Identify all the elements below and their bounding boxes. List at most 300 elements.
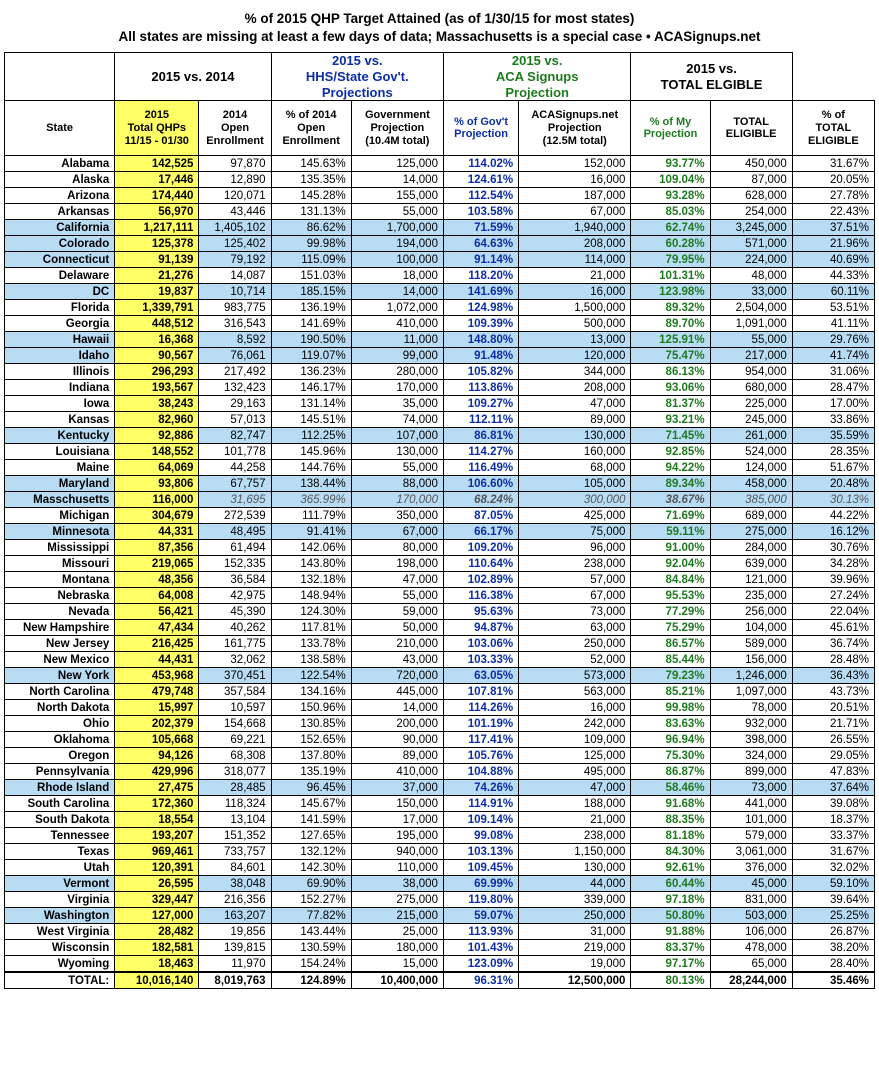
cell-state: Rhode Island	[5, 780, 115, 796]
cell-pct-gov-projection: 124.98%	[443, 300, 518, 316]
cell-pct-gov-projection: 63.05%	[443, 668, 518, 684]
cell-total-eligible: 680,000	[710, 380, 792, 396]
cell-state: Wyoming	[5, 956, 115, 973]
cell-pct-my-projection: 75.29%	[631, 620, 710, 636]
cell-acasignups-projection: 16,000	[519, 284, 631, 300]
cell-state: Virginia	[5, 892, 115, 908]
cell-2014-open-enrollment: 120,071	[199, 188, 271, 204]
cell-total-eligible: 1,246,000	[710, 668, 792, 684]
cell-acasignups-projection: 1,500,000	[519, 300, 631, 316]
cell-pct-my-projection: 59.11%	[631, 524, 710, 540]
table-row	[5, 700, 875, 716]
cell-pct-total-eligible: 22.04%	[792, 604, 874, 620]
cell-pct-total-eligible: 25.25%	[792, 908, 874, 924]
cell-total-eligible: 78,000	[710, 700, 792, 716]
table-row	[5, 828, 875, 844]
table-body	[5, 156, 875, 989]
cell-state: North Dakota	[5, 700, 115, 716]
cell-2015-qhp: 64,008	[115, 588, 199, 604]
col-acasignups-projection: ACASignups.net Projection (12.5M total)	[519, 101, 631, 156]
cell-2014-open-enrollment: 217,492	[199, 364, 271, 380]
cell-gov-projection: 55,000	[351, 460, 443, 476]
cell-gov-projection: 280,000	[351, 364, 443, 380]
cell-pct-gov-projection: 109.14%	[443, 812, 518, 828]
cell-pct-2014: 141.59%	[271, 812, 351, 828]
cell-pct-my-projection: 97.18%	[631, 892, 710, 908]
table-row	[5, 876, 875, 892]
cell-acasignups-projection: 109,000	[519, 732, 631, 748]
cell-acasignups-projection: 152,000	[519, 156, 631, 172]
table-row	[5, 188, 875, 204]
cell-2015-qhp: 193,207	[115, 828, 199, 844]
cell-pct-2014: 154.24%	[271, 956, 351, 973]
cell-state: North Carolina	[5, 684, 115, 700]
cell-pct-my-projection: 88.35%	[631, 812, 710, 828]
cell-pct-2014: 152.27%	[271, 892, 351, 908]
table-row	[5, 204, 875, 220]
cell-pct-2014: 111.79%	[271, 508, 351, 524]
cell-gov-projection: 15,000	[351, 956, 443, 973]
cell-pct-total-eligible: 37.51%	[792, 220, 874, 236]
cell-gov-projection: 198,000	[351, 556, 443, 572]
cell-pct-total-eligible: 28.35%	[792, 444, 874, 460]
cell-pct-total-eligible: 41.74%	[792, 348, 874, 364]
cell-total-eligible: 2,504,000	[710, 300, 792, 316]
cell-gov-projection: 940,000	[351, 844, 443, 860]
cell-acasignups-projection: 250,000	[519, 908, 631, 924]
cell-2014-open-enrollment: 38,048	[199, 876, 271, 892]
table-row	[5, 540, 875, 556]
cell-total-eligible: 503,000	[710, 908, 792, 924]
cell-pct-2014: 119.07%	[271, 348, 351, 364]
cell-2015-qhp: 479,748	[115, 684, 199, 700]
cell-pct-my-projection: 92.61%	[631, 860, 710, 876]
table-row	[5, 572, 875, 588]
cell-pct-2014: 148.94%	[271, 588, 351, 604]
cell-2014-open-enrollment: 357,584	[199, 684, 271, 700]
cell-2015-qhp: 64,069	[115, 460, 199, 476]
col-pct-gov-projection: % of Gov't Projection	[443, 101, 518, 156]
cell-gov-projection: 18,000	[351, 268, 443, 284]
cell-pct-my-projection: 96.94%	[631, 732, 710, 748]
cell-total-eligible: 450,000	[710, 156, 792, 172]
cell-pct-gov-projection: 148.80%	[443, 332, 518, 348]
cell-pct-total-eligible: 16.12%	[792, 524, 874, 540]
cell-pct-total-eligible: 22.43%	[792, 204, 874, 220]
cell-total-eligible: 101,000	[710, 812, 792, 828]
cell-2014-open-enrollment: 1,405,102	[199, 220, 271, 236]
cell-pct-gov-projection: 99.08%	[443, 828, 518, 844]
table-row	[5, 444, 875, 460]
cell-gov-projection: 100,000	[351, 252, 443, 268]
cell-total-eligible: 385,000	[710, 492, 792, 508]
cell-pct-gov-projection: 68.24%	[443, 492, 518, 508]
cell-2014-open-enrollment: 125,402	[199, 236, 271, 252]
cell-pct-gov-projection: 112.11%	[443, 412, 518, 428]
cell-pct-gov-projection: 64.63%	[443, 236, 518, 252]
cell-gov-projection: 410,000	[351, 316, 443, 332]
cell-total-eligible: 689,000	[710, 508, 792, 524]
cell-pct-2014: 112.25%	[271, 428, 351, 444]
cell-pct-total-eligible: 53.51%	[792, 300, 874, 316]
cell-pct-gov-projection: 94.87%	[443, 620, 518, 636]
cell-pct-total-eligible: 39.64%	[792, 892, 874, 908]
cell-pct-2014: 124.30%	[271, 604, 351, 620]
cell-2015-qhp: 16,368	[115, 332, 199, 348]
cell-acasignups-projection: 47,000	[519, 780, 631, 796]
cell-pct-gov-projection: 103.06%	[443, 636, 518, 652]
cell-pct-total-eligible: 39.08%	[792, 796, 874, 812]
cell-2015-qhp: 116,000	[115, 492, 199, 508]
cell-acasignups-projection: 425,000	[519, 508, 631, 524]
cell-total-eligible: 156,000	[710, 652, 792, 668]
cell-2014-open-enrollment: 163,207	[199, 908, 271, 924]
cell-pct-gov-projection: 116.38%	[443, 588, 518, 604]
col-2014-open-enrollment: 2014 Open Enrollment	[199, 101, 271, 156]
cell-total-eligible: 639,000	[710, 556, 792, 572]
cell-pct-my-projection: 93.21%	[631, 412, 710, 428]
cell-pct-my-projection: 86.57%	[631, 636, 710, 652]
table-row	[5, 476, 875, 492]
cell-acasignups-projection: 67,000	[519, 588, 631, 604]
cell-total-eligible: 571,000	[710, 236, 792, 252]
cell-total-eligible: 65,000	[710, 956, 792, 973]
cell-2015-qhp: 19,837	[115, 284, 199, 300]
cell-state: Delaware	[5, 268, 115, 284]
cell-2015-qhp: 91,139	[115, 252, 199, 268]
cell-total-eligible: 831,000	[710, 892, 792, 908]
cell-2014-open-enrollment: 370,451	[199, 668, 271, 684]
cell-pct-total-eligible: 59.10%	[792, 876, 874, 892]
cell-gov-projection: 130,000	[351, 444, 443, 460]
cell-acasignups-projection: 188,000	[519, 796, 631, 812]
cell-gov-projection: 410,000	[351, 764, 443, 780]
cell-acasignups-projection: 114,000	[519, 252, 631, 268]
cell-pct-my-projection: 93.28%	[631, 188, 710, 204]
cell-pct-gov-projection: 113.93%	[443, 924, 518, 940]
cell-acasignups-projection: 344,000	[519, 364, 631, 380]
cell-pct-2014: 117.81%	[271, 620, 351, 636]
cell-pct-gov-projection: 114.26%	[443, 700, 518, 716]
cell-pct-2014: 132.18%	[271, 572, 351, 588]
cell-state: Alabama	[5, 156, 115, 172]
table-row	[5, 652, 875, 668]
cell-gov-projection: 200,000	[351, 716, 443, 732]
cell-pct-my-projection: 109.04%	[631, 172, 710, 188]
cell-total-eligible: 3,061,000	[710, 844, 792, 860]
group-header-2015-vs-2014: 2015 vs. 2014	[115, 53, 271, 101]
cell-2014-open-enrollment: 161,775	[199, 636, 271, 652]
cell-acasignups-projection: 105,000	[519, 476, 631, 492]
group-header-row	[5, 53, 875, 101]
cell-gov-projection: 195,000	[351, 828, 443, 844]
cell-acasignups-projection: 12,500,000	[519, 972, 631, 989]
cell-2015-qhp: 17,446	[115, 172, 199, 188]
table-row	[5, 956, 875, 973]
cell-2014-open-enrollment: 19,856	[199, 924, 271, 940]
table-row	[5, 908, 875, 924]
cell-gov-projection: 38,000	[351, 876, 443, 892]
cell-acasignups-projection: 563,000	[519, 684, 631, 700]
table-row	[5, 812, 875, 828]
cell-pct-my-projection: 91.68%	[631, 796, 710, 812]
cell-pct-total-eligible: 34.28%	[792, 556, 874, 572]
cell-2014-open-enrollment: 14,087	[199, 268, 271, 284]
cell-acasignups-projection: 73,000	[519, 604, 631, 620]
cell-pct-total-eligible: 21.96%	[792, 236, 874, 252]
cell-pct-2014: 136.23%	[271, 364, 351, 380]
col-pct-2014: % of 2014 Open Enrollment	[271, 101, 351, 156]
cell-state: Wisconsin	[5, 940, 115, 956]
cell-2015-qhp: 172,360	[115, 796, 199, 812]
cell-acasignups-projection: 63,000	[519, 620, 631, 636]
cell-pct-my-projection: 58.46%	[631, 780, 710, 796]
col-pct-total-eligible: % of TOTAL ELIGIBLE	[792, 101, 874, 156]
table-row	[5, 332, 875, 348]
cell-2014-open-enrollment: 13,104	[199, 812, 271, 828]
table-row	[5, 236, 875, 252]
cell-total-eligible: 398,000	[710, 732, 792, 748]
table-row	[5, 716, 875, 732]
cell-pct-my-projection: 79.95%	[631, 252, 710, 268]
qhp-table	[4, 52, 875, 989]
cell-gov-projection: 194,000	[351, 236, 443, 252]
cell-2015-qhp: 15,997	[115, 700, 199, 716]
cell-gov-projection: 74,000	[351, 412, 443, 428]
cell-pct-2014: 145.67%	[271, 796, 351, 812]
cell-pct-gov-projection: 69.99%	[443, 876, 518, 892]
cell-pct-gov-projection: 124.61%	[443, 172, 518, 188]
col-2015-qhp: 2015 Total QHPs 11/15 - 01/30	[115, 101, 199, 156]
cell-acasignups-projection: 68,000	[519, 460, 631, 476]
cell-gov-projection: 11,000	[351, 332, 443, 348]
page-title	[4, 10, 875, 46]
cell-pct-total-eligible: 20.05%	[792, 172, 874, 188]
cell-total-eligible: 579,000	[710, 828, 792, 844]
cell-gov-projection: 14,000	[351, 172, 443, 188]
cell-2014-open-enrollment: 11,970	[199, 956, 271, 973]
cell-pct-my-projection: 75.30%	[631, 748, 710, 764]
cell-total-eligible: 48,000	[710, 268, 792, 284]
cell-pct-2014: 134.16%	[271, 684, 351, 700]
cell-2014-open-enrollment: 42,975	[199, 588, 271, 604]
cell-acasignups-projection: 44,000	[519, 876, 631, 892]
table-row	[5, 460, 875, 476]
cell-2015-qhp: 969,461	[115, 844, 199, 860]
cell-state: Vermont	[5, 876, 115, 892]
cell-total-eligible: 932,000	[710, 716, 792, 732]
cell-state: Maine	[5, 460, 115, 476]
cell-gov-projection: 1,072,000	[351, 300, 443, 316]
cell-pct-my-projection: 75.47%	[631, 348, 710, 364]
cell-2015-qhp: 125,378	[115, 236, 199, 252]
col-gov-projection: Government Projection (10.4M total)	[351, 101, 443, 156]
cell-pct-my-projection: 86.87%	[631, 764, 710, 780]
cell-pct-my-projection: 97.17%	[631, 956, 710, 973]
table-row	[5, 892, 875, 908]
cell-2014-open-enrollment: 28,485	[199, 780, 271, 796]
cell-2014-open-enrollment: 8,592	[199, 332, 271, 348]
cell-2015-qhp: 174,440	[115, 188, 199, 204]
cell-total-eligible: 124,000	[710, 460, 792, 476]
cell-pct-total-eligible: 36.43%	[792, 668, 874, 684]
table-row	[5, 924, 875, 940]
cell-state: Oregon	[5, 748, 115, 764]
cell-pct-gov-projection: 86.81%	[443, 428, 518, 444]
cell-pct-2014: 138.58%	[271, 652, 351, 668]
cell-pct-2014: 96.45%	[271, 780, 351, 796]
cell-state: New Mexico	[5, 652, 115, 668]
group-header-blank	[5, 53, 115, 101]
table-row	[5, 428, 875, 444]
cell-pct-my-projection: 81.18%	[631, 828, 710, 844]
cell-pct-2014: 135.35%	[271, 172, 351, 188]
cell-gov-projection: 180,000	[351, 940, 443, 956]
cell-pct-gov-projection: 95.63%	[443, 604, 518, 620]
cell-pct-gov-projection: 112.54%	[443, 188, 518, 204]
cell-pct-2014: 145.63%	[271, 156, 351, 172]
cell-acasignups-projection: 19,000	[519, 956, 631, 973]
cell-pct-total-eligible: 29.76%	[792, 332, 874, 348]
table-row	[5, 636, 875, 652]
cell-pct-2014: 86.62%	[271, 220, 351, 236]
cell-total-eligible: 1,091,000	[710, 316, 792, 332]
cell-total-eligible: 104,000	[710, 620, 792, 636]
col-total-eligible: TOTAL ELIGIBLE	[710, 101, 792, 156]
cell-acasignups-projection: 21,000	[519, 268, 631, 284]
cell-pct-2014: 151.03%	[271, 268, 351, 284]
cell-state: Arizona	[5, 188, 115, 204]
cell-pct-2014: 115.09%	[271, 252, 351, 268]
cell-2014-open-enrollment: 45,390	[199, 604, 271, 620]
cell-pct-my-projection: 71.69%	[631, 508, 710, 524]
cell-2014-open-enrollment: 76,061	[199, 348, 271, 364]
cell-gov-projection: 170,000	[351, 492, 443, 508]
cell-2015-qhp: 87,356	[115, 540, 199, 556]
table-row	[5, 508, 875, 524]
table-row-total	[5, 972, 875, 989]
cell-pct-2014: 365.99%	[271, 492, 351, 508]
cell-state: Arkansas	[5, 204, 115, 220]
cell-gov-projection: 55,000	[351, 588, 443, 604]
cell-gov-projection: 14,000	[351, 700, 443, 716]
cell-pct-total-eligible: 27.24%	[792, 588, 874, 604]
cell-total-eligible: 1,097,000	[710, 684, 792, 700]
cell-pct-my-projection: 92.04%	[631, 556, 710, 572]
cell-2015-qhp: 18,463	[115, 956, 199, 973]
cell-total-eligible: 55,000	[710, 332, 792, 348]
cell-pct-gov-projection: 118.20%	[443, 268, 518, 284]
cell-acasignups-projection: 160,000	[519, 444, 631, 460]
table-row	[5, 220, 875, 236]
title-line-2: All states are missing at least a few days of data; Massachusetts is a special case • ACASignups.net	[118, 29, 761, 45]
cell-2014-open-enrollment: 82,747	[199, 428, 271, 444]
cell-total-eligible: 254,000	[710, 204, 792, 220]
cell-2015-qhp: 296,293	[115, 364, 199, 380]
cell-pct-gov-projection: 110.64%	[443, 556, 518, 572]
cell-acasignups-projection: 52,000	[519, 652, 631, 668]
cell-pct-2014: 137.80%	[271, 748, 351, 764]
cell-pct-2014: 185.15%	[271, 284, 351, 300]
cell-2015-qhp: 453,968	[115, 668, 199, 684]
cell-pct-my-projection: 80.13%	[631, 972, 710, 989]
cell-pct-2014: 190.50%	[271, 332, 351, 348]
cell-pct-gov-projection: 117.41%	[443, 732, 518, 748]
cell-total-eligible: 224,000	[710, 252, 792, 268]
cell-2015-qhp: 94,126	[115, 748, 199, 764]
cell-2014-open-enrollment: 68,308	[199, 748, 271, 764]
cell-pct-my-projection: 93.06%	[631, 380, 710, 396]
cell-pct-total-eligible: 31.67%	[792, 156, 874, 172]
table-row	[5, 588, 875, 604]
cell-2015-qhp: 120,391	[115, 860, 199, 876]
cell-pct-gov-projection: 87.05%	[443, 508, 518, 524]
cell-2014-open-enrollment: 733,757	[199, 844, 271, 860]
cell-pct-total-eligible: 28.47%	[792, 380, 874, 396]
cell-acasignups-projection: 300,000	[519, 492, 631, 508]
cell-gov-projection: 14,000	[351, 284, 443, 300]
cell-pct-2014: 127.65%	[271, 828, 351, 844]
cell-2014-open-enrollment: 139,815	[199, 940, 271, 956]
cell-pct-my-projection: 91.00%	[631, 540, 710, 556]
cell-pct-total-eligible: 17.00%	[792, 396, 874, 412]
cell-pct-total-eligible: 51.67%	[792, 460, 874, 476]
cell-pct-gov-projection: 105.76%	[443, 748, 518, 764]
cell-gov-projection: 125,000	[351, 156, 443, 172]
cell-pct-total-eligible: 27.78%	[792, 188, 874, 204]
cell-pct-2014: 77.82%	[271, 908, 351, 924]
cell-pct-total-eligible: 20.51%	[792, 700, 874, 716]
cell-pct-total-eligible: 28.40%	[792, 956, 874, 973]
cell-pct-total-eligible: 33.86%	[792, 412, 874, 428]
cell-acasignups-projection: 89,000	[519, 412, 631, 428]
cell-pct-gov-projection: 116.49%	[443, 460, 518, 476]
cell-pct-total-eligible: 60.11%	[792, 284, 874, 300]
cell-pct-gov-projection: 103.13%	[443, 844, 518, 860]
cell-pct-gov-projection: 123.09%	[443, 956, 518, 973]
cell-2014-open-enrollment: 67,757	[199, 476, 271, 492]
cell-pct-2014: 142.06%	[271, 540, 351, 556]
cell-acasignups-projection: 13,000	[519, 332, 631, 348]
cell-state: Washington	[5, 908, 115, 924]
cell-2014-open-enrollment: 43,446	[199, 204, 271, 220]
cell-2014-open-enrollment: 10,597	[199, 700, 271, 716]
table-row	[5, 380, 875, 396]
cell-state: Louisiana	[5, 444, 115, 460]
cell-2014-open-enrollment: 32,062	[199, 652, 271, 668]
cell-pct-my-projection: 123.98%	[631, 284, 710, 300]
cell-acasignups-projection: 238,000	[519, 556, 631, 572]
cell-gov-projection: 37,000	[351, 780, 443, 796]
cell-pct-gov-projection: 96.31%	[443, 972, 518, 989]
cell-total-eligible: 376,000	[710, 860, 792, 876]
cell-state: Pennsylvania	[5, 764, 115, 780]
cell-total-eligible: 225,000	[710, 396, 792, 412]
cell-2015-qhp: 26,595	[115, 876, 199, 892]
cell-2014-open-enrollment: 151,352	[199, 828, 271, 844]
cell-2015-qhp: 429,996	[115, 764, 199, 780]
cell-2015-qhp: 127,000	[115, 908, 199, 924]
cell-2014-open-enrollment: 57,013	[199, 412, 271, 428]
cell-pct-my-projection: 94.22%	[631, 460, 710, 476]
title-line-1: % of 2015 QHP Target Attained (as of 1/30/15 for most states)	[244, 11, 635, 26]
cell-pct-total-eligible: 30.13%	[792, 492, 874, 508]
col-state: State	[5, 101, 115, 156]
cell-total-eligible: 441,000	[710, 796, 792, 812]
cell-state: Masschusetts	[5, 492, 115, 508]
cell-2015-qhp: 193,567	[115, 380, 199, 396]
cell-state: TOTAL:	[5, 972, 115, 989]
